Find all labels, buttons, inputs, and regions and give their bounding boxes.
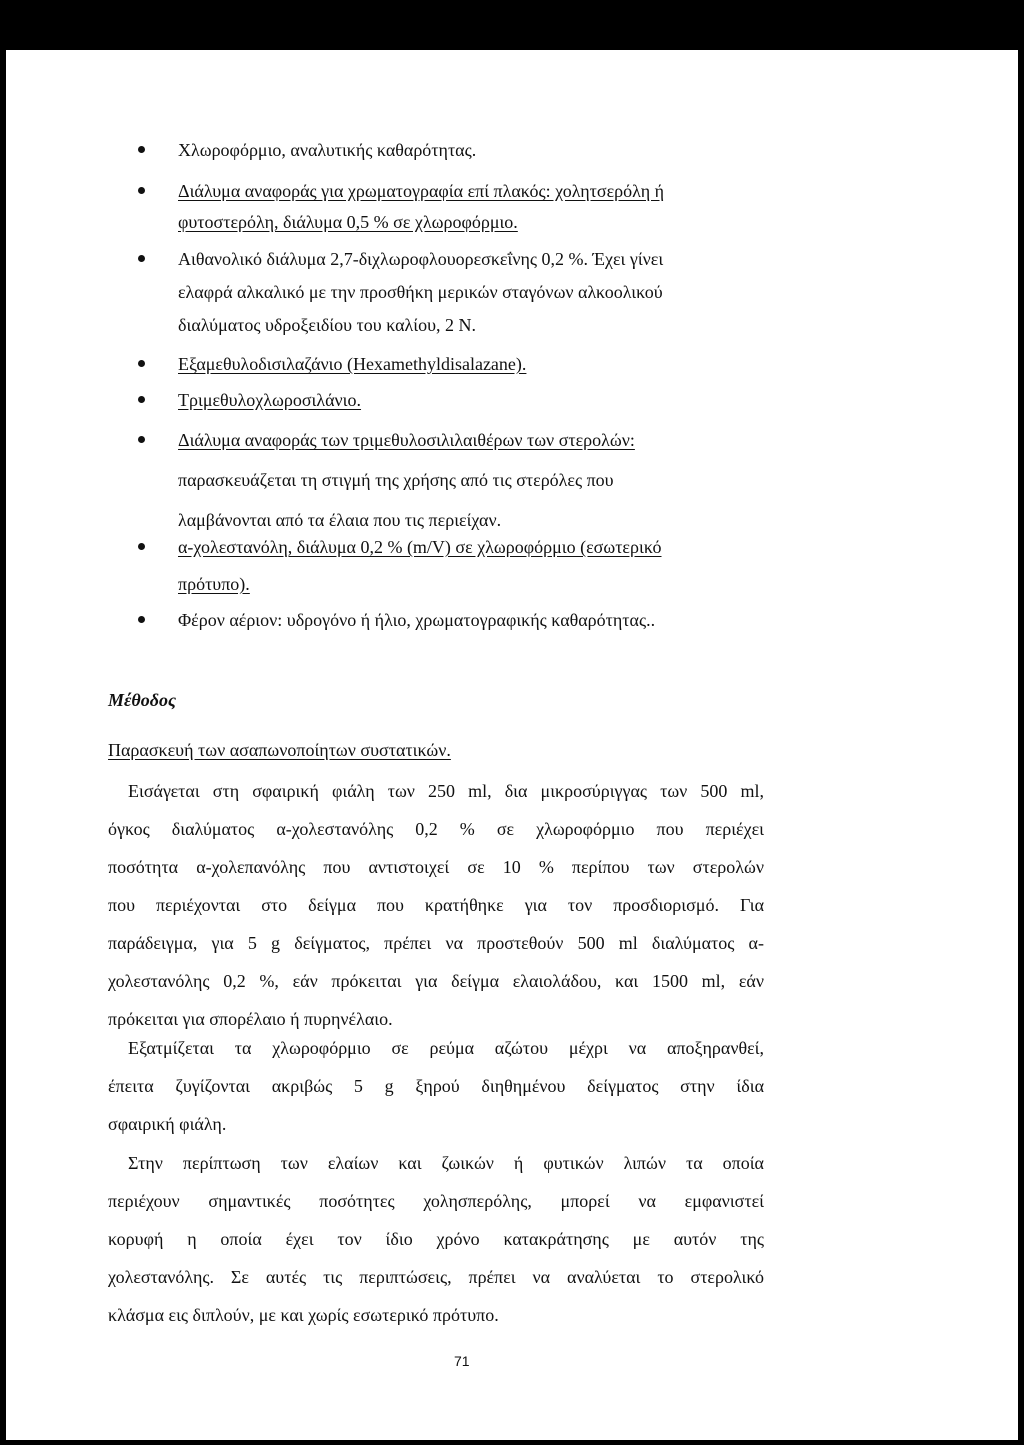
list-item-text: διαλύματος υδροξειδίου του καλίου, 2 Ν. bbox=[178, 315, 477, 335]
paragraph-line: παράδειγμα, για 5 g δείγματος, πρέπει να προστεθούν 500 ml διαλύματος α- bbox=[108, 933, 764, 953]
paragraph-line: σφαιρική φιάλη. bbox=[108, 1114, 227, 1134]
list-item-text: Εξαμεθυλοδισιλαζάνιο (Hexamethyldisalazane). bbox=[178, 354, 527, 374]
document-sheet bbox=[6, 50, 1018, 1440]
list-item-text: πρότυπο). bbox=[178, 574, 250, 594]
list-item-text: Φέρον αέριον: υδρογόνο ή ήλιο, χρωματογραφικής καθαρότητας.. bbox=[178, 610, 656, 630]
paragraph-line: χολεστανόλης 0,2 %, εάν πρόκειται για δείγμα ελαιολάδου, και 1500 ml, εάν bbox=[108, 971, 764, 991]
list-item-text: Αιθανολικό διάλυμα 2,7-διχλωροφλουορεσκεΐνης 0,2 %. Έχει γίνει bbox=[178, 249, 664, 269]
paragraph-line: ποσότητα α-χολεπανόλης που αντιστοιχεί σε 10 % περίπου των στερολών bbox=[108, 857, 764, 877]
bullet-icon bbox=[138, 146, 145, 153]
paragraph-line: όγκος διαλύματος α-χολεστανόλης 0,2 % σε χλωροφόρμιο που περιέχει bbox=[108, 819, 764, 839]
list-item-text: φυτοστερόλη, διάλυμα 0,5 % σε χλωροφόρμιο. bbox=[178, 212, 518, 232]
list-item-text: Χλωροφόρμιο, αναλυτικής καθαρότητας. bbox=[178, 140, 477, 160]
paragraph-line: πρόκειται για σπορέλαιο ή πυρηνέλαιο. bbox=[108, 1009, 393, 1029]
bullet-icon bbox=[138, 187, 145, 194]
subsection-title: Παρασκευή των ασαπωνοποίητων συστατικών. bbox=[108, 740, 451, 760]
list-item-text: παρασκευάζεται τη στιγμή της χρήσης από τις στερόλες που bbox=[178, 470, 614, 490]
paragraph-line: Εισάγεται στη σφαιρική φιάλη των 250 ml, δια μικροσύριγγας των 500 ml, bbox=[128, 781, 764, 801]
list-item-text: Διάλυμα αναφοράς των τριμεθυλοσιλιλαιθέρων των στερολών: bbox=[178, 430, 635, 450]
paragraph-line: Εξατμίζεται τα χλωροφόρμιο σε ρεύμα αζώτου μέχρι να αποξηρανθεί, bbox=[128, 1038, 764, 1058]
paragraph-line: Στην περίπτωση των ελαίων και ζωικών ή φυτικών λιπών τα οποία bbox=[128, 1153, 764, 1173]
bullet-icon bbox=[138, 616, 145, 623]
list-item-text: α-χολεστανόλη, διάλυμα 0,2 % (m/V) σε χλωροφόρμιο (εσωτερικό bbox=[178, 537, 662, 557]
bullet-icon bbox=[138, 436, 145, 443]
list-item-text: ελαφρά αλκαλικό με την προσθήκη μερικών σταγόνων αλκοολικού bbox=[178, 282, 663, 302]
list-item-text: Διάλυμα αναφοράς για χρωματογραφία επί πλακός: χολητσερόλη ή bbox=[178, 181, 665, 201]
paragraph-line: έπειτα ζυγίζονται ακριβώς 5 g ξηρού διηθημένου δείγματος στην ίδια bbox=[108, 1076, 764, 1096]
bullet-icon bbox=[138, 543, 145, 550]
bullet-icon bbox=[138, 255, 145, 262]
paragraph-line: κλάσμα εις διπλούν, με και χωρίς εσωτερικό πρότυπο. bbox=[108, 1305, 499, 1325]
paragraph-line: κορυφή η οποία έχει τον ίδιο χρόνο κατακράτησης με αυτόν της bbox=[108, 1229, 764, 1249]
list-item-text: λαμβάνονται από τα έλαια που τις περιείχαν. bbox=[178, 510, 502, 530]
bullet-icon bbox=[138, 396, 145, 403]
paragraph-line: χολεστανόλης. Σε αυτές τις περιπτώσεις, πρέπει να αναλύεται το στερολικό bbox=[108, 1267, 764, 1287]
paragraph-line: περιέχουν σημαντικές ποσότητες χολησπερόλης, μπορεί να εμφανιστεί bbox=[108, 1191, 764, 1211]
page-number: 71 bbox=[454, 1353, 470, 1369]
section-title: Μέθοδος bbox=[108, 690, 176, 710]
list-item-text: Τριμεθυλοχλωροσιλάνιο. bbox=[178, 390, 362, 410]
bullet-icon bbox=[138, 360, 145, 367]
paragraph-line: που περιέχονται στο δείγμα που κρατήθηκε για τον προσδιορισμό. Για bbox=[108, 895, 764, 915]
